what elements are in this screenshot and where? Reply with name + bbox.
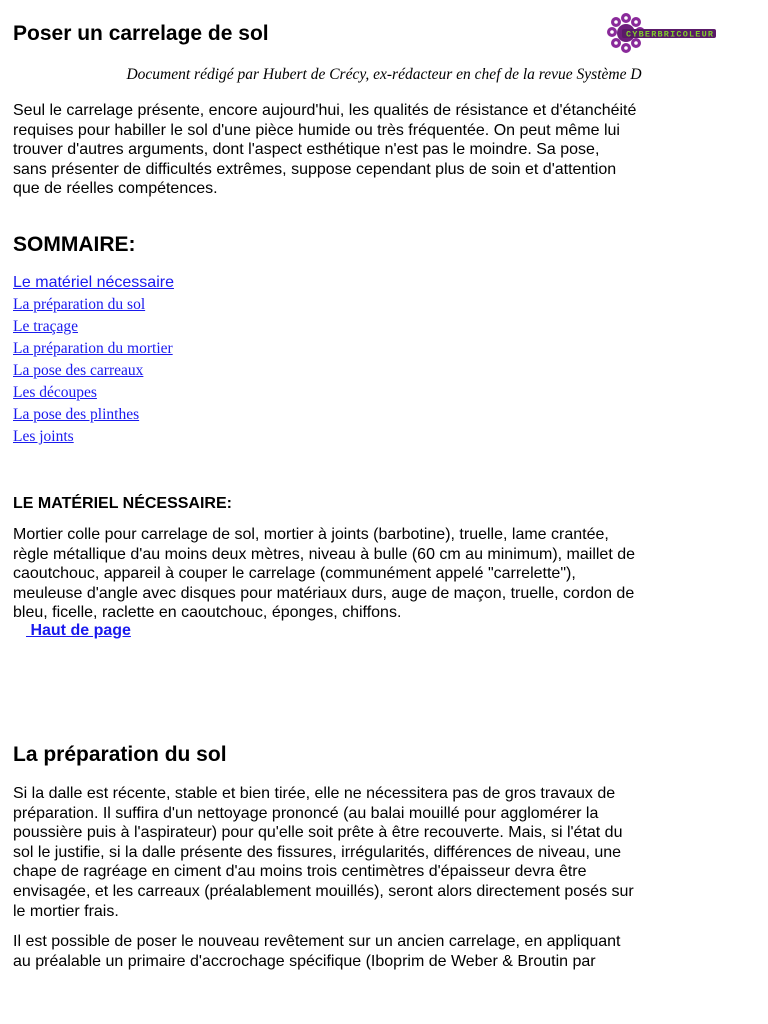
- preparation-heading: La préparation du sol: [13, 743, 227, 766]
- text-line: règle métallique d'au moins deux mètres, niveau à bulle (60 cm au minimum), maillet de: [13, 545, 636, 563]
- summary-heading: SOMMAIRE:: [13, 233, 136, 256]
- byline: Document rédigé par Hubert de Crécy, ex-rédacteur en chef de la revue Système D: [126, 66, 642, 83]
- toc-link-joints[interactable]: Les joints: [13, 428, 74, 445]
- toc-link-decoupes[interactable]: Les découpes: [13, 384, 97, 401]
- text-line: bleu, ficelle, raclette en caoutchouc, éponges, chiffons.: [13, 604, 402, 622]
- table-of-contents: [13, 272, 174, 448]
- text-line: Si la dalle est récente, stable et bien tirée, elle ne nécessitera pas de gros travaux de: [13, 785, 616, 802]
- text-line: poussière puis à l'aspirateur) pour qu'elle soit prête à être recouverte. Mais, si l'état du: [13, 824, 623, 842]
- back-to-top-link[interactable]: Haut de page: [26, 622, 131, 639]
- toc-link-pose-carreaux[interactable]: La pose des carreaux: [13, 362, 144, 379]
- toc-link-preparation-mortier[interactable]: La préparation du mortier: [13, 340, 173, 357]
- text-line: envisagée, et les carreaux (préalablement mouillés), seront alors directement posés sur: [13, 882, 634, 900]
- text-line: sans présenter de difficultés extrêmes, suppose cependant plus de soin et d'attention: [13, 160, 617, 178]
- intro-paragraph: [13, 101, 753, 199]
- text-line: Il est possible de poser le nouveau revêtement sur un ancien carrelage, en appliquant: [13, 933, 621, 950]
- toc-link-materiel[interactable]: Le matériel nécessaire: [13, 274, 174, 291]
- text-line: Mortier colle pour carrelage de sol, mortier à joints (barbotine), truelle, lame crantée,: [13, 526, 609, 543]
- toc-link-pose-plinthes[interactable]: La pose des plinthes: [13, 406, 140, 423]
- text-line: que de réelles compétences.: [13, 180, 218, 198]
- logo-flower-icon: [604, 12, 760, 58]
- text-line: sol le justifie, si la dalle présente des fissures, irrégularités, différences de niveau, une: [13, 843, 622, 861]
- page-title: Poser un carrelage de sol: [13, 22, 269, 45]
- logo-text: CYBERBRICOLEUR: [626, 29, 715, 40]
- text-line: au préalable un primaire d'accrochage spécifique (Iboprim de Weber & Broutin par: [13, 952, 596, 970]
- text-line: trouver d'autres arguments, dont l'aspect esthétique n'est pas le moindre. Sa pose,: [13, 141, 600, 159]
- text-line: le mortier frais.: [13, 902, 119, 920]
- text-line: caoutchouc, appareil à couper le carrelage (communément appelé "carrelette"),: [13, 565, 576, 583]
- text-line: préparation. Il suffira d'un nettoyage prononcé (au balai mouillé pour agglomérer la: [13, 804, 599, 822]
- materiel-heading: LE MATÉRIEL NÉCESSAIRE:: [13, 495, 232, 512]
- text-line: Seul le carrelage présente, encore aujourd'hui, les qualités de résistance et d'étanchéité: [13, 102, 637, 119]
- materiel-paragraph: [13, 525, 753, 623]
- text-line: meuleuse d'angle avec disques pour matériaux durs, auge de maçon, truelle, cordon de: [13, 584, 635, 602]
- toc-link-preparation-sol[interactable]: La préparation du sol: [13, 296, 146, 313]
- preparation-paragraph-1: [13, 784, 753, 921]
- toc-link-tracage[interactable]: Le traçage: [13, 318, 78, 335]
- text-line: requises pour habiller le sol d'une pièce humide ou très fréquentée. On peut même lui: [13, 121, 620, 139]
- preparation-paragraph-2: [13, 932, 753, 971]
- cyberbricoleur-logo[interactable]: [604, 12, 760, 58]
- text-line: chape de ragréage en ciment d'au moins trois centimètres d'épaisseur devra être: [13, 863, 587, 881]
